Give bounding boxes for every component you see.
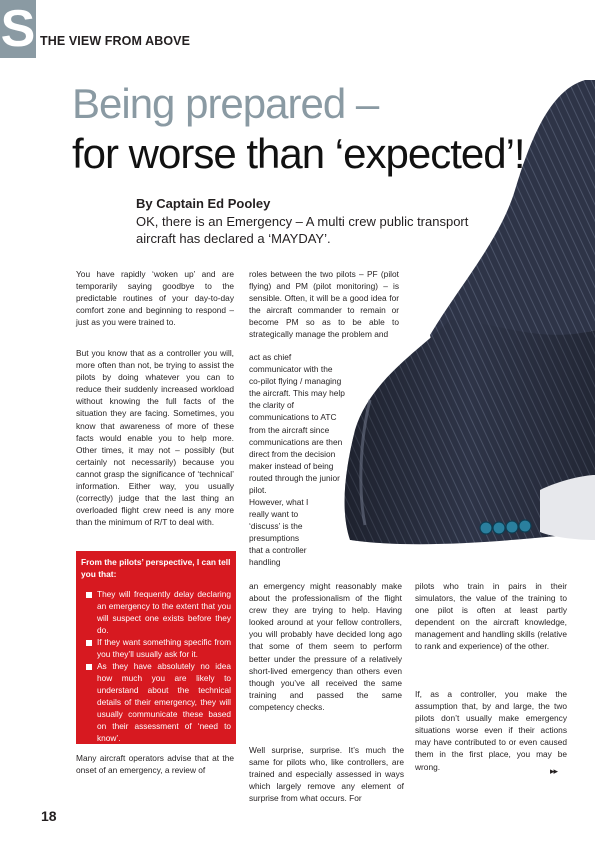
body-paragraph: Well surprise, surprise. It’s much the same for pilots who, like controllers, are trained and especially assessed in ways which largely remove any element of surprise from what occurs. For [249, 745, 404, 804]
bullet-square-icon [86, 592, 92, 598]
section-title: THE VIEW FROM ABOVE [40, 34, 191, 48]
body-paragraph: You have rapidly ‘woken up’ and are temporarily saying goodbye to the predictable routines of your day-to-day comfort zone and beginning to respond – just as you were trained to. [76, 269, 234, 328]
bullet-text: As they have absolutely no idea how much you are likely to understand about the technical details of their emergency, they will usually communicate these based on their assessment of ‘need to know’. [97, 661, 231, 743]
body-paragraph: But you know that as a controller you will, more often than not, be trying to assist the pilots by doing whatever you can to reduce their suddenly increased workload without knowing the full facts of the situation they are facing. Sometimes, you know that awareness of more of these facts would enable you to help more. Other times, it may not – possibly (but certainly not necessarily) because you cannot grasp the significance of ‘technical’ information. Either way, you usually (correctly) judge that the last thing an overloaded flight crew need is any more than the minimum of R/T to deal with. [76, 348, 234, 528]
body-paragraph: pilots who train in pairs in their simulators, the value of the training to one pilot is often at least partly dependent on the aircraft knowledge, management and handling skills (relative to rank and experience) of the other. [415, 581, 567, 652]
bullet-square-icon [86, 640, 92, 646]
body-paragraph: Many aircraft operators advise that at the onset of an emergency, a review of [76, 753, 234, 776]
bullet-square-icon [86, 664, 92, 670]
body-paragraph: However, what I really want to ‘discuss’ is the presumptions that a controller handling [249, 497, 309, 568]
callout-box [76, 551, 236, 744]
bullet-text: They will frequently delay declaring an emergency to the extent that you will suspect one exists before they do. [97, 589, 231, 635]
standfirst: OK, there is an Emergency – A multi crew public transport aircraft has declared a ‘MAYDAY’. [136, 214, 469, 246]
bullet-text: If they want something specific from you they’ll usually ask for it. [97, 637, 231, 659]
headline-line-2: for worse than ‘expected’! [72, 130, 525, 177]
callout-bullet [81, 660, 231, 744]
page-number: 18 [41, 808, 57, 824]
headline-line-1: Being prepared – [72, 80, 379, 127]
callout-heading: From the pilots’ perspective, I can tell you that: [81, 557, 231, 579]
byline: By Captain Ed Pooley [136, 196, 271, 211]
body-paragraph: roles between the two pilots – PF (pilot flying) and PM (pilot monitoring) – is sensible. Often, it will be a good idea for the aircraft commander to remain or become PM so as to be able to strategically manage the problem and [249, 269, 399, 340]
body-paragraph: act as chief communicator with the co-pilot flying / managing the aircraft. This may help the clarity of communications to ATC from the aircraft since communications are then direct from the decision maker instead of being routed through the junior pilot. [249, 352, 345, 496]
section-logo: S [0, 0, 36, 58]
continue-arrow-icon: ▸▸ [550, 766, 558, 776]
body-paragraph: If, as a controller, you make the assumption that, by and large, the two pilots don’t usually make emergency situations worse even if their actions may have contributed to or even caused them in the first place, you may be wrong. [415, 689, 567, 772]
callout-bullet [81, 636, 231, 660]
callout-bullet [81, 588, 231, 636]
body-paragraph: an emergency might reasonably make about the professionalism of the flight crew they are trying to help. Having looked around at your fellow controllers, you will probably have decided long ago that some of them seem to perform better under the pressure of a relatively short-lived emergency than others even though you’ve all received the same training and passed the same competency checks. [249, 581, 402, 712]
